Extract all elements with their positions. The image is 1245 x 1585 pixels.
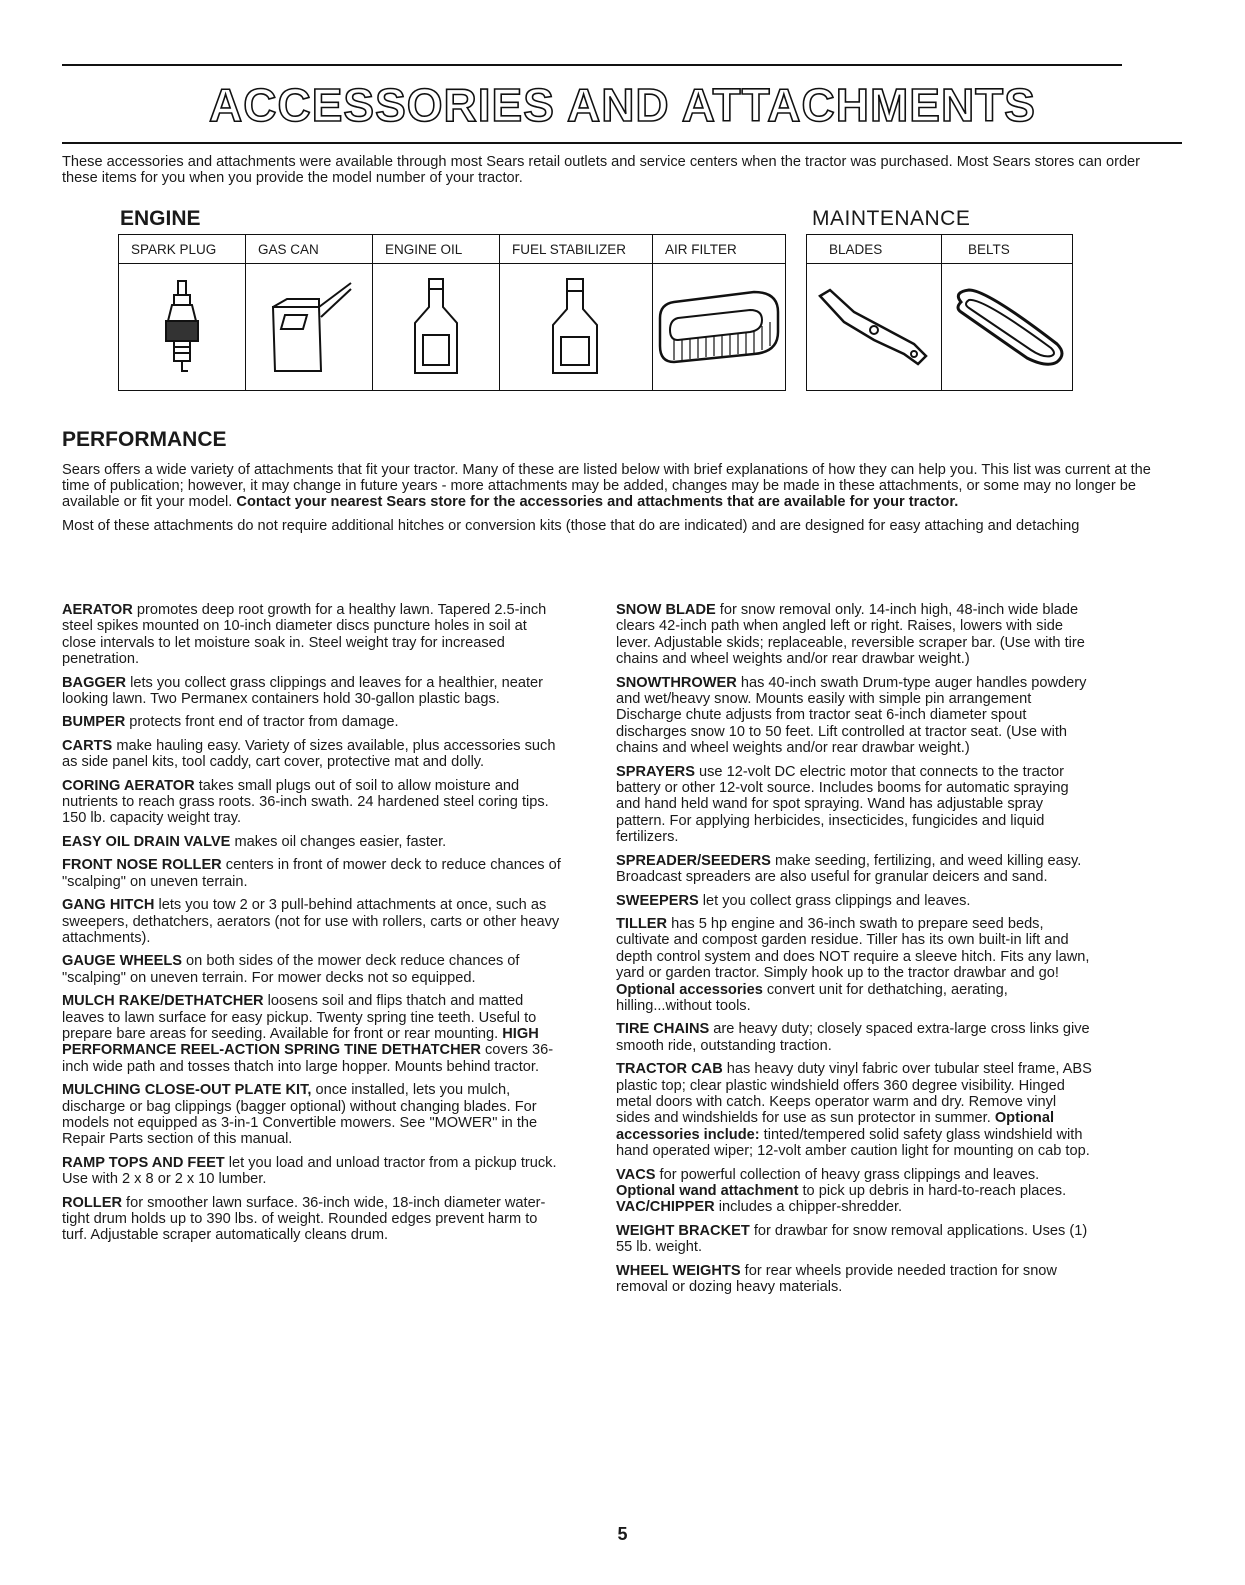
entry-term: Optional accessories [616, 981, 763, 998]
entry [62, 857, 562, 890]
entry [616, 602, 1094, 668]
performance-bold-text: Contact your nearest Sears store for the accessories and attachments that are available for your tractor. [236, 494, 959, 510]
entry-text: lets you collect grass clippings and leaves for a healthier, neater looking lawn. Two Permanex containers hold 30-gallon plastic bags. [62, 674, 544, 708]
entry-text: promotes deep root growth for a healthy lawn. Tapered 2.5-inch steel spikes mounted on 10-inch diameter discs puncture holes in soil at close intervals to let moisture soak in. Steel weight tray for increased penetration. [62, 602, 547, 668]
entry-term: SWEEPERS [616, 892, 699, 909]
entry-term: SPRAYERS [616, 763, 695, 780]
entry-text: for powerful collection of heavy grass clippings and leaves. [655, 1166, 1040, 1183]
engine-cell-air-filter [653, 264, 786, 391]
entry [62, 953, 562, 986]
entry-term: BUMPER [62, 714, 126, 731]
engine-header-spark-plug: SPARK PLUG [119, 235, 246, 264]
entry-text: makes oil changes easier, faster. [230, 833, 447, 850]
entry [616, 893, 1094, 909]
entry-term: WHEEL WEIGHTS [616, 1262, 741, 1279]
entry-text: lets you tow 2 or 3 pull-behind attachments at once, such as sweepers, dethatchers, aerators (not for use with rollers, carts or other heavy attachments). [62, 897, 560, 946]
entry-text: loosens soil and flips thatch and matted leaves to lawn surface for easy pickup. Twenty spring tine teeth. Useful to prepare bare areas for seeding. Available for front or rear mounting. [62, 993, 537, 1042]
entry-text: covers 36-inch wide path and tosses thatch into large hopper. Mounts behind tractor. [62, 1042, 554, 1075]
maintenance-label: MAINTENANCE [812, 207, 971, 230]
entry [616, 675, 1094, 757]
entry-term: FRONT NOSE ROLLER [62, 857, 222, 874]
maintenance-table [806, 234, 1073, 391]
entry-term: TILLER [616, 915, 668, 932]
entry [616, 916, 1094, 1014]
entry [616, 764, 1094, 846]
entry-term: SPREADER/SEEDERS [616, 852, 771, 869]
entry-term: Optional accessories include: [616, 1110, 1055, 1143]
engine-header-engine-oil: ENGINE OIL [373, 235, 500, 264]
entry-text: let you load and unload tractor from a pickup truck. Use with 2 x 8 or 2 x 10 lumber. [62, 1154, 557, 1188]
entry-term: CORING AERATOR [62, 777, 195, 794]
entry-term: HIGH PERFORMANCE REEL-ACTION SPRING TINE DETHATCHER [62, 1025, 539, 1059]
engine-header-gas-can: GAS CAN [246, 235, 373, 264]
maintenance-header-blades: BLADES [807, 235, 942, 264]
entry-term: AERATOR [62, 602, 133, 618]
entry-term: BAGGER [62, 674, 127, 691]
entry-text: convert unit for dethatching, aerating, hilling...without tools. [616, 981, 1008, 1014]
entry-text: has 5 hp engine and 36-inch swath to prepare seed beds, cultivate and compost garden residue. Tiller has its own built-in lift and depth control system and does NOT require a sleeve hitch. Fits any lawn, yard or garden tractor. Simply hook up to the tractor drawbar and go! [616, 915, 1090, 982]
engine-table [118, 234, 786, 391]
entry-text: make seeding, fertilizing, and weed killing easy. Broadcast spreaders are also useful for granular deicers and sand. [616, 852, 1082, 886]
entry [616, 1061, 1094, 1159]
entry [62, 1082, 562, 1148]
entry-term: VAC/CHIPPER [616, 1199, 715, 1216]
entry [62, 738, 562, 771]
entry-term: MULCH RAKE/DETHATCHER [62, 993, 264, 1010]
intro-text: These accessories and attachments were available through most Sears retail outlets and service centers when the tractor was purchased. Most Sears stores can order these items for you when you provide the model number of your tractor. [62, 154, 1141, 186]
maintenance-header-belts: BELTS [942, 235, 1073, 264]
entry-text: tinted/tempered solid safety glass windshield with hand operated wiper; 12-volt amber caution light for mounting on cab top. [616, 1126, 1090, 1160]
performance-body [62, 462, 1162, 542]
entry [62, 993, 562, 1075]
entry [616, 1021, 1094, 1054]
engine-label: ENGINE [120, 207, 201, 230]
top-rule [62, 64, 1122, 66]
entry-text: on both sides of the mower deck reduce chances of "scalping" on uneven terrain. For mower decks not so equipped. [62, 953, 520, 986]
entry-term: MULCHING CLOSE-OUT PLATE KIT, [62, 1082, 312, 1099]
left-column [62, 602, 562, 1251]
engine-header-air-filter: AIR FILTER [653, 235, 786, 264]
page-number: 5 [617, 1524, 628, 1544]
entry-term: VACS [616, 1166, 656, 1183]
entry-text: takes small plugs out of soil to allow moisture and nutrients to reach grass roots. 36-inch swath. 24 hardened steel coring tips. 150 lb. capacity weight tray. [62, 777, 549, 827]
entry-text: protects front end of tractor from damage. [125, 714, 399, 731]
title-rule [62, 142, 1182, 144]
stabilizer-bottle-icon [541, 277, 611, 377]
engine-cell-gas-can [246, 264, 373, 391]
entry-term: TIRE CHAINS [616, 1021, 710, 1038]
entry [616, 1263, 1094, 1296]
entry-text: make hauling easy. Variety of sizes available, plus accessories such as side panel kits, tool caddy, cart cover, protective mat and dolly. [62, 737, 556, 771]
engine-cell-engine-oil [373, 264, 500, 391]
entry-text: once installed, lets you mulch, discharge or bag clippings (bagger optional) without changing blades. For models not equipped as 3-in-1 Convertible mowers. See "MOWER" in the Repair Parts section of this manual. [62, 1082, 538, 1148]
entry [62, 1195, 562, 1244]
entry [62, 834, 562, 850]
entry-term: GAUGE WHEELS [62, 953, 182, 970]
entry-text: to pick up debris in hard-to-reach places. [798, 1183, 1067, 1199]
entry-term: SNOWTHROWER [616, 674, 737, 691]
entry [62, 897, 562, 946]
entry-term: Optional wand attachment [616, 1183, 799, 1199]
entry-text: for drawbar for snow removal applications. Uses (1) 55 lb. weight. [616, 1222, 1088, 1256]
entry [62, 1155, 562, 1188]
page-title: ACCESSORIES AND ATTACHMENTS [209, 79, 1036, 131]
performance-heading: PERFORMANCE [62, 428, 227, 451]
performance-paragraph-1 [62, 462, 1162, 510]
entry-term: CARTS [62, 737, 113, 754]
entry-term: EASY OIL DRAIN VALVE [62, 833, 231, 850]
entry [62, 714, 562, 730]
performance-text: Sears offers a wide variety of attachments that fit your tractor. Many of these are listed below with brief explanations of how they can help you. This list was current at the time of publication; however, it may change in future years - more attachments may be added, changes may be made in these attachments, or some may no longer be available or fit your model. [62, 462, 1151, 510]
maintenance-cell-blades [807, 264, 942, 391]
entry [62, 778, 562, 827]
entry-text: centers in front of mower deck to reduce chances of "scalping" on uneven terrain. [62, 857, 561, 890]
entry [616, 1223, 1094, 1256]
entry-term: RAMP TOPS AND FEET [62, 1154, 225, 1171]
entry-text: has heavy duty vinyl fabric over tubular steel frame, ABS plastic top; clear plastic windshield offers 360 degree visibility. Hinged metal doors with catch. Keeps operator warm and dry. Remove vinyl sides and windshields for use as sun protector in summer. [616, 1061, 1092, 1127]
belt-icon [947, 282, 1067, 372]
blade-icon [814, 282, 934, 372]
entry-term: SNOW BLADE [616, 602, 716, 618]
entry-term: WEIGHT BRACKET [616, 1222, 750, 1239]
entry-term: TRACTOR CAB [616, 1061, 723, 1078]
entry-term: ROLLER [62, 1194, 122, 1211]
maintenance-cell-belts [942, 264, 1073, 391]
entry-text: for smoother lawn surface. 36-inch wide, 18-inch diameter water-tight drum holds up to 390 lbs. of weight. Rounded edges prevent harm to turf. Adjustable scraper automatically cleans drum. [62, 1194, 546, 1244]
engine-cell-spark-plug [119, 264, 246, 391]
entry [616, 853, 1094, 886]
entry [62, 675, 562, 708]
entry-term: GANG HITCH [62, 897, 155, 914]
entry-text: includes a chipper-shredder. [714, 1199, 903, 1216]
oil-bottle-icon [401, 277, 471, 377]
spark-plug-icon [152, 277, 212, 377]
entry-text: are heavy duty; closely spaced extra-large cross links give smooth ride, outstanding traction. [616, 1021, 1090, 1054]
entry [616, 1167, 1094, 1216]
entry-text: for snow removal only. 14-inch high, 48-inch wide blade clears 42-inch path when angled left or right. Raises, lowers with side lever. Adjustable skids; replaceable, reversible scraper bar. (Use with tire chains and wheel weights and/or rear drawbar weight.) [616, 602, 1085, 668]
engine-header-fuel-stabilizer: FUEL STABILIZER [500, 235, 653, 264]
right-column [616, 602, 1094, 1302]
entry-text: for rear wheels provide needed traction for snow removal or dozing heavy materials. [616, 1262, 1057, 1296]
engine-cell-fuel-stabilizer [500, 264, 653, 391]
air-filter-icon [654, 282, 784, 372]
entry-text: has 40-inch swath Drum-type auger handles powdery and wet/heavy snow. Mounts easily with simple pin arrangement Discharge chute adjusts from tractor seat 6-inch diameter spout discharges snow 10 to 50 feet. Lift controlled at tractor seat. (Use with chains and wheel weights and/or rear drawbar weight.) [616, 674, 1087, 757]
entry [62, 602, 562, 668]
entry-text: let you collect grass clippings and leaves. [698, 892, 971, 909]
gas-can-icon [259, 277, 359, 377]
performance-paragraph-2: Most of these attachments do not require additional hitches or conversion kits (those that do are indicated) and are designed for easy attaching and detaching [62, 518, 1080, 534]
entry-text: use 12-volt DC electric motor that connects to the tractor battery or other 12-volt source. Includes booms for automatic spraying and hand held wand for spot spraying. Wand has adjustable spray pattern. For applying herbicides, insecticides, fungicides and liquid fertilizers. [616, 763, 1069, 846]
